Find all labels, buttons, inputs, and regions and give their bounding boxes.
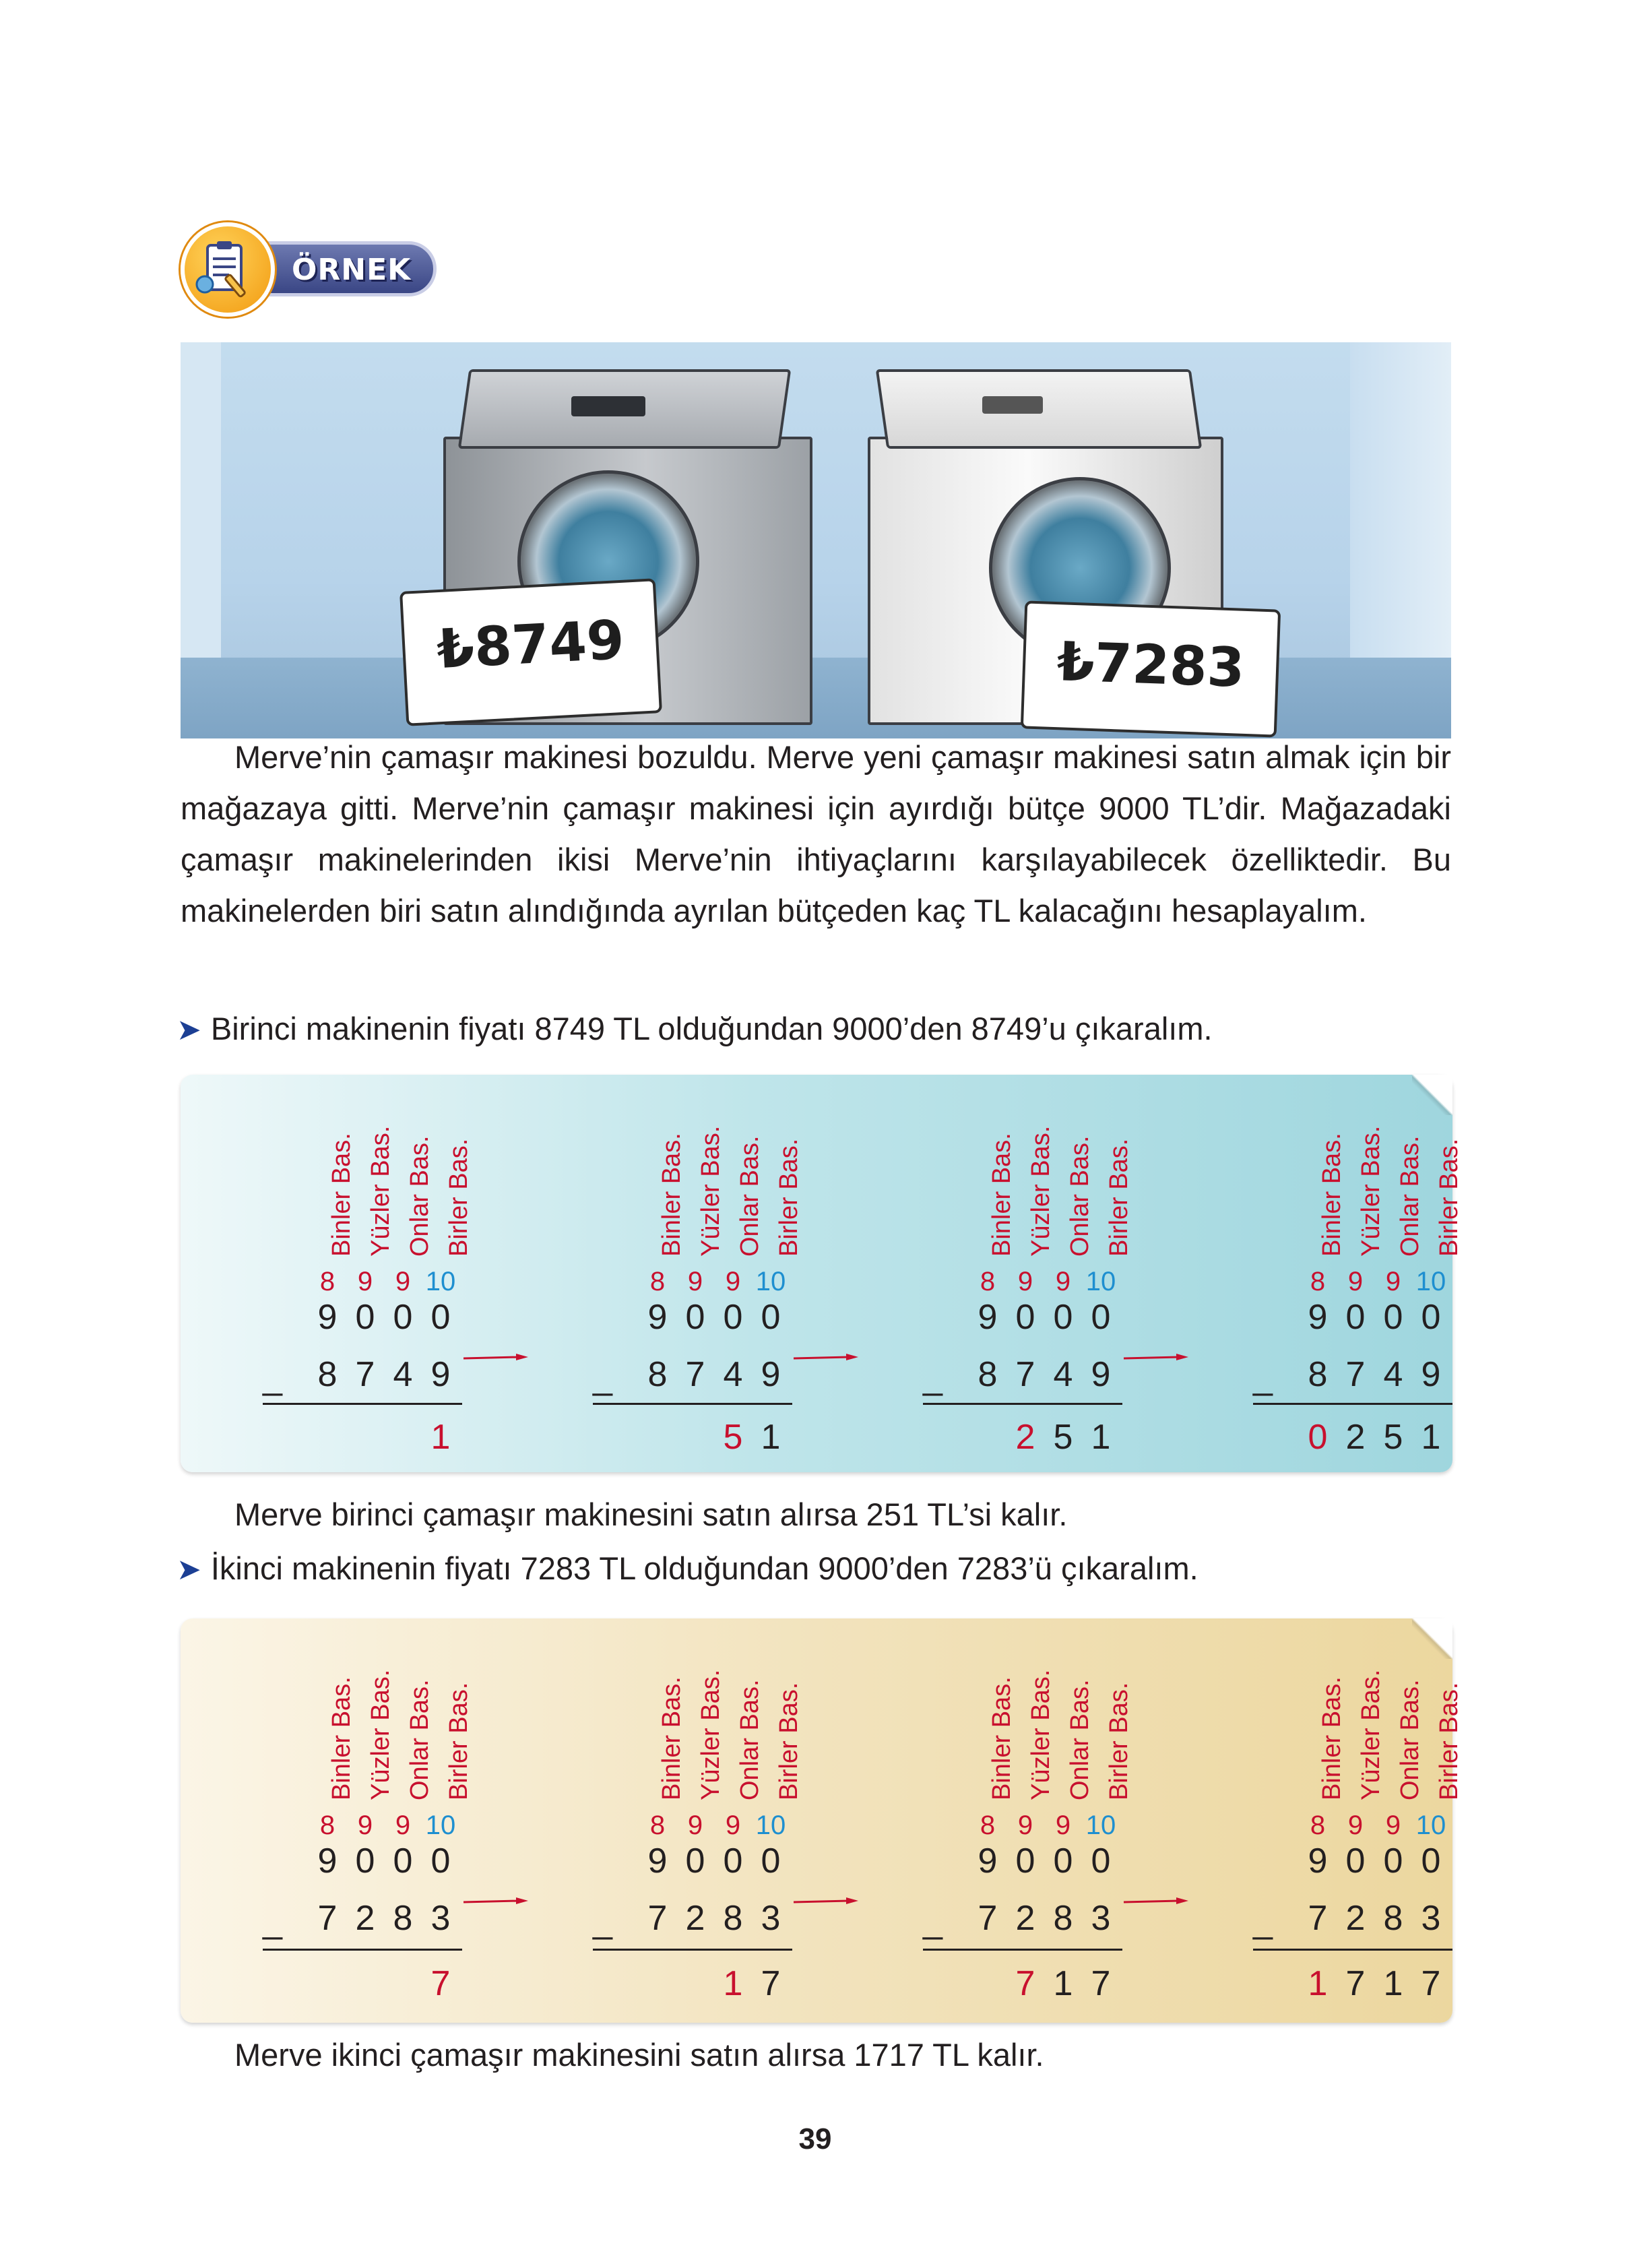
subtrahend-row bbox=[1299, 1354, 1450, 1395]
borrow-row bbox=[1299, 1810, 1450, 1841]
place-value-label: Birler Bas. bbox=[1105, 1682, 1133, 1800]
subtrahend-digit: 4 bbox=[393, 1355, 413, 1394]
subtrahend-digit: 2 bbox=[1345, 1899, 1366, 1938]
borrow-row bbox=[309, 1810, 459, 1841]
borrow-digit: 9 bbox=[1385, 1267, 1401, 1296]
borrow-digit: 8 bbox=[319, 1267, 335, 1296]
result-row bbox=[639, 1417, 790, 1457]
place-value-label: Yüzler Bas. bbox=[366, 1125, 395, 1257]
subtrahend-digit: 3 bbox=[430, 1899, 451, 1938]
sum-line bbox=[923, 1949, 1122, 1951]
result-digit: 5 bbox=[1383, 1418, 1403, 1457]
place-value-label: Onlar Bas. bbox=[406, 1135, 434, 1257]
minuend-digit: 0 bbox=[761, 1841, 781, 1881]
place-value-label: Onlar Bas. bbox=[1396, 1135, 1424, 1257]
example-badge bbox=[181, 222, 450, 323]
minuend-digit: 9 bbox=[978, 1298, 998, 1337]
place-value-label: Birler Bas. bbox=[445, 1138, 473, 1257]
subtraction-step bbox=[881, 1618, 1133, 2023]
subtrahend-digit: 7 bbox=[1308, 1899, 1328, 1938]
minuend-digit: 0 bbox=[393, 1841, 413, 1881]
result-digit: 7 bbox=[1421, 1964, 1441, 2003]
borrow-digit: 10 bbox=[1085, 1267, 1116, 1296]
subtrahend-digit: 4 bbox=[1383, 1355, 1403, 1394]
arrow-bullet-icon: ➤ bbox=[177, 1553, 201, 1586]
minuend-digit: 0 bbox=[355, 1841, 375, 1881]
subtraction-step bbox=[221, 1075, 473, 1472]
right-arrow-icon bbox=[792, 1353, 860, 1362]
minus-sign: _ bbox=[263, 1358, 282, 1397]
minus-sign: _ bbox=[1253, 1358, 1273, 1397]
minuend-row bbox=[309, 1841, 459, 1881]
place-value-label: Birler Bas. bbox=[1435, 1682, 1463, 1800]
borrow-digit: 8 bbox=[649, 1810, 666, 1840]
place-value-label: Onlar Bas. bbox=[736, 1679, 764, 1800]
bullet-1-text: Birinci makinenin fiyatı 8749 TL olduğundan 9000’den 8749’u çıkaralım. bbox=[210, 1011, 1213, 1046]
minuend-digit: 0 bbox=[1345, 1841, 1366, 1881]
result-digit: 1 bbox=[1421, 1418, 1441, 1457]
subtrahend-digit: 9 bbox=[1091, 1355, 1111, 1394]
minuend-digit: 9 bbox=[1308, 1298, 1328, 1337]
subtrahend-digit: 8 bbox=[1383, 1899, 1403, 1938]
result-row bbox=[309, 1417, 459, 1457]
borrow-digit: 9 bbox=[1347, 1267, 1364, 1296]
place-value-label: Binler Bas. bbox=[327, 1676, 356, 1800]
result-digit: 7 bbox=[1091, 1964, 1111, 2003]
subtrahend-digit: 8 bbox=[723, 1899, 743, 1938]
sum-line bbox=[593, 1949, 792, 1951]
place-value-label: Yüzler Bas. bbox=[1357, 1669, 1385, 1800]
result-digit bbox=[676, 1417, 714, 1457]
place-value-label: Yüzler Bas. bbox=[1357, 1125, 1385, 1257]
minus-sign: _ bbox=[923, 1358, 942, 1397]
minuend-digit: 9 bbox=[317, 1298, 338, 1337]
borrow-digit: 9 bbox=[687, 1267, 703, 1296]
result-1: Merve birinci çamaşır makinesini satın alırsa 251 TL’si kalır. bbox=[234, 1497, 1068, 1532]
subtraction-panel-2 bbox=[181, 1618, 1463, 2023]
result-digit: 7 bbox=[761, 1964, 781, 2003]
minuend-digit: 0 bbox=[685, 1841, 705, 1881]
minuend-digit: 0 bbox=[393, 1298, 413, 1337]
sum-line bbox=[593, 1403, 792, 1405]
minuend-digit: 0 bbox=[723, 1841, 743, 1881]
subtrahend-row bbox=[969, 1898, 1120, 1939]
minuend-row bbox=[639, 1841, 790, 1881]
subtrahend-digit: 4 bbox=[1053, 1355, 1073, 1394]
borrow-digit: 8 bbox=[1310, 1810, 1326, 1840]
minuend-digit: 9 bbox=[317, 1841, 338, 1881]
minuend-digit: 0 bbox=[430, 1298, 451, 1337]
place-value-label: Binler Bas. bbox=[988, 1676, 1016, 1800]
borrow-digit: 8 bbox=[319, 1810, 335, 1840]
place-value-label: Birler Bas. bbox=[775, 1682, 803, 1800]
subtraction-step bbox=[1211, 1618, 1463, 2023]
minus-sign: _ bbox=[1253, 1901, 1273, 1941]
result-row bbox=[309, 1963, 459, 2004]
borrow-digit: 8 bbox=[1310, 1267, 1326, 1296]
place-value-label: Binler Bas. bbox=[658, 1133, 686, 1257]
borrow-digit: 9 bbox=[357, 1810, 373, 1840]
borrow-digit: 8 bbox=[649, 1267, 666, 1296]
bullet-2 bbox=[177, 1548, 1457, 1590]
minuend-digit: 9 bbox=[647, 1841, 668, 1881]
subtrahend-digit: 2 bbox=[1015, 1899, 1035, 1938]
result-digit: 7 bbox=[1015, 1964, 1035, 2003]
result-digit bbox=[969, 1417, 1006, 1457]
subtrahend-digit: 7 bbox=[647, 1899, 668, 1938]
subtrahend-digit: 8 bbox=[317, 1355, 338, 1394]
result-digit bbox=[969, 1963, 1006, 2004]
minuend-row bbox=[1299, 1841, 1450, 1881]
minuend-digit: 0 bbox=[1015, 1841, 1035, 1881]
borrow-row bbox=[969, 1810, 1120, 1841]
borrow-digit: 10 bbox=[755, 1267, 786, 1296]
subtrahend-row bbox=[309, 1354, 459, 1395]
washing-machines-illustration bbox=[181, 342, 1451, 738]
result-digit: 1 bbox=[1091, 1418, 1111, 1457]
place-value-label: Birler Bas. bbox=[445, 1682, 473, 1800]
borrow-digit: 9 bbox=[687, 1810, 703, 1840]
minuend-row bbox=[969, 1841, 1120, 1881]
subtraction-step bbox=[551, 1618, 803, 2023]
borrow-digit: 10 bbox=[1085, 1810, 1116, 1840]
place-value-label: Onlar Bas. bbox=[736, 1135, 764, 1257]
sum-line bbox=[923, 1403, 1122, 1405]
subtraction-step bbox=[551, 1075, 803, 1472]
clipboard-icon bbox=[181, 222, 275, 317]
subtrahend-row bbox=[1299, 1898, 1450, 1939]
minuend-row bbox=[309, 1297, 459, 1337]
bullet-2-text: İkinci makinenin fiyatı 7283 TL olduğundan 9000’den 7283’ü çıkaralım. bbox=[210, 1550, 1198, 1586]
borrow-digit: 9 bbox=[1347, 1810, 1364, 1840]
result-digit: 1 bbox=[761, 1418, 781, 1457]
minuend-digit: 0 bbox=[430, 1841, 451, 1881]
place-value-label: Onlar Bas. bbox=[1066, 1135, 1094, 1257]
subtrahend-digit: 8 bbox=[393, 1899, 413, 1938]
subtrahend-digit: 9 bbox=[761, 1355, 781, 1394]
result-row bbox=[1299, 1417, 1450, 1457]
subtrahend-row bbox=[639, 1898, 790, 1939]
subtrahend-row bbox=[639, 1354, 790, 1395]
result-digit: 1 bbox=[723, 1964, 743, 2003]
subtraction-step bbox=[221, 1618, 473, 2023]
minuend-digit: 0 bbox=[1421, 1298, 1441, 1337]
subtrahend-digit: 8 bbox=[1308, 1355, 1328, 1394]
price-tag-machine-1: ₺8749 bbox=[399, 578, 662, 726]
subtrahend-digit: 7 bbox=[1015, 1355, 1035, 1394]
borrow-digit: 8 bbox=[980, 1810, 996, 1840]
result-digit bbox=[384, 1963, 422, 2004]
right-arrow-icon bbox=[462, 1353, 530, 1362]
right-arrow-icon bbox=[1122, 1897, 1190, 1906]
place-value-label: Birler Bas. bbox=[775, 1138, 803, 1257]
result-digit bbox=[309, 1963, 346, 2004]
minuend-digit: 0 bbox=[1053, 1298, 1073, 1337]
place-value-label: Birler Bas. bbox=[1105, 1138, 1133, 1257]
result-digit: 5 bbox=[1053, 1418, 1073, 1457]
place-value-label: Yüzler Bas. bbox=[1027, 1669, 1055, 1800]
place-value-label: Binler Bas. bbox=[327, 1133, 356, 1257]
subtrahend-digit: 7 bbox=[1345, 1355, 1366, 1394]
price-tag-machine-2: ₺7283 bbox=[1021, 600, 1281, 737]
right-arrow-icon bbox=[462, 1897, 530, 1906]
subtrahend-digit: 7 bbox=[685, 1355, 705, 1394]
subtraction-step bbox=[1211, 1075, 1463, 1472]
subtrahend-digit: 7 bbox=[317, 1899, 338, 1938]
subtrahend-digit: 9 bbox=[430, 1355, 451, 1394]
minuend-row bbox=[639, 1297, 790, 1337]
place-value-label: Binler Bas. bbox=[1318, 1133, 1346, 1257]
borrow-digit: 9 bbox=[725, 1810, 741, 1840]
borrow-digit: 9 bbox=[1017, 1810, 1033, 1840]
subtrahend-row bbox=[309, 1898, 459, 1939]
intro-paragraph: Merve’nin çamaşır makinesi bozuldu. Merve yeni çamaşır makinesi satın almak için bir mağazaya gitti. Merve’nin çamaşır makinesi için ayırdığı bütçe 9000 TL’dir. Mağazadaki çamaşır makinelerinden ikisi Merve’nin ihtiyaçlarını karşılayabilecek özelliktedir. Bu makinelerden biri satın alındığında ayrılan bütçeden kaç TL kalacağını hesaplayalım. bbox=[181, 739, 1451, 928]
minuend-digit: 0 bbox=[355, 1298, 375, 1337]
subtrahend-digit: 7 bbox=[355, 1355, 375, 1394]
place-value-label: Yüzler Bas. bbox=[1027, 1125, 1055, 1257]
subtrahend-digit: 4 bbox=[723, 1355, 743, 1394]
minus-sign: _ bbox=[593, 1901, 612, 1941]
borrow-row bbox=[969, 1267, 1120, 1297]
result-digit: 1 bbox=[1383, 1964, 1403, 2003]
subtrahend-digit: 8 bbox=[647, 1355, 668, 1394]
borrow-digit: 9 bbox=[1017, 1267, 1033, 1296]
minus-sign: _ bbox=[593, 1358, 612, 1397]
minuend-digit: 0 bbox=[761, 1298, 781, 1337]
result-digit: 7 bbox=[1345, 1964, 1366, 2003]
right-arrow-icon bbox=[1122, 1353, 1190, 1362]
badge-label: ÖRNEK bbox=[292, 253, 412, 287]
borrow-digit: 8 bbox=[980, 1267, 996, 1296]
result-digit: 2 bbox=[1345, 1418, 1366, 1457]
result-digit: 5 bbox=[723, 1418, 743, 1457]
minuend-digit: 0 bbox=[1345, 1298, 1366, 1337]
place-value-label: Onlar Bas. bbox=[1396, 1679, 1424, 1800]
result-digit: 1 bbox=[1053, 1964, 1073, 2003]
borrow-digit: 10 bbox=[1415, 1810, 1446, 1840]
result-digit bbox=[384, 1417, 422, 1457]
minuend-digit: 0 bbox=[1421, 1841, 1441, 1881]
sum-line bbox=[263, 1403, 462, 1405]
borrow-digit: 9 bbox=[1385, 1810, 1401, 1840]
borrow-digit: 9 bbox=[1055, 1810, 1071, 1840]
result-row bbox=[969, 1963, 1120, 2004]
subtrahend-digit: 3 bbox=[761, 1899, 781, 1938]
minuend-digit: 9 bbox=[978, 1841, 998, 1881]
minuend-digit: 9 bbox=[647, 1298, 668, 1337]
minus-sign: _ bbox=[263, 1901, 282, 1941]
minuend-digit: 0 bbox=[1015, 1298, 1035, 1337]
subtrahend-digit: 2 bbox=[685, 1899, 705, 1938]
sum-line bbox=[263, 1949, 462, 1951]
subtrahend-digit: 8 bbox=[978, 1355, 998, 1394]
sum-line bbox=[1253, 1403, 1452, 1405]
subtrahend-digit: 7 bbox=[978, 1899, 998, 1938]
borrow-row bbox=[309, 1267, 459, 1297]
borrow-digit: 10 bbox=[425, 1810, 456, 1840]
borrow-row bbox=[1299, 1267, 1450, 1297]
borrow-digit: 9 bbox=[357, 1267, 373, 1296]
borrow-row bbox=[639, 1267, 790, 1297]
borrow-digit: 9 bbox=[395, 1267, 411, 1296]
result-digit bbox=[676, 1963, 714, 2004]
place-value-label: Onlar Bas. bbox=[406, 1679, 434, 1800]
result-digit bbox=[309, 1417, 346, 1457]
result-digit: 1 bbox=[1308, 1964, 1328, 2003]
result-row bbox=[969, 1417, 1120, 1457]
minuend-digit: 0 bbox=[1091, 1298, 1111, 1337]
result-digit: 1 bbox=[430, 1418, 451, 1457]
subtrahend-row bbox=[969, 1354, 1120, 1395]
sum-line bbox=[1253, 1949, 1452, 1951]
place-value-label: Yüzler Bas. bbox=[697, 1125, 725, 1257]
minuend-digit: 0 bbox=[1383, 1298, 1403, 1337]
right-arrow-icon bbox=[792, 1897, 860, 1906]
place-value-label: Onlar Bas. bbox=[1066, 1679, 1094, 1800]
place-value-label: Yüzler Bas. bbox=[366, 1669, 395, 1800]
subtrahend-digit: 9 bbox=[1421, 1355, 1441, 1394]
result-digit bbox=[346, 1963, 384, 2004]
minuend-digit: 0 bbox=[685, 1298, 705, 1337]
subtraction-step bbox=[881, 1075, 1133, 1472]
borrow-digit: 9 bbox=[725, 1267, 741, 1296]
borrow-digit: 10 bbox=[755, 1810, 786, 1840]
result-row bbox=[639, 1963, 790, 2004]
place-value-label: Binler Bas. bbox=[658, 1676, 686, 1800]
result-digit: 7 bbox=[430, 1964, 451, 2003]
bullet-1 bbox=[177, 1009, 1457, 1050]
borrow-row bbox=[639, 1810, 790, 1841]
borrow-digit: 9 bbox=[395, 1810, 411, 1840]
borrow-digit: 10 bbox=[1415, 1267, 1446, 1296]
subtrahend-digit: 3 bbox=[1421, 1899, 1441, 1938]
borrow-digit: 10 bbox=[425, 1267, 456, 1296]
place-value-label: Yüzler Bas. bbox=[697, 1669, 725, 1800]
minuend-digit: 0 bbox=[1053, 1841, 1073, 1881]
result-digit bbox=[346, 1417, 384, 1457]
subtrahend-digit: 3 bbox=[1091, 1899, 1111, 1938]
subtraction-panel-1 bbox=[181, 1075, 1463, 1472]
place-value-label: Binler Bas. bbox=[988, 1133, 1016, 1257]
minuend-digit: 0 bbox=[723, 1298, 743, 1337]
result-digit bbox=[639, 1963, 676, 2004]
result-digit: 2 bbox=[1015, 1418, 1035, 1457]
minuend-row bbox=[969, 1297, 1120, 1337]
result-digit: 0 bbox=[1308, 1418, 1328, 1457]
subtrahend-digit: 2 bbox=[355, 1899, 375, 1938]
minus-sign: _ bbox=[923, 1901, 942, 1941]
minuend-digit: 9 bbox=[1308, 1841, 1328, 1881]
minuend-digit: 0 bbox=[1383, 1841, 1403, 1881]
place-value-label: Binler Bas. bbox=[1318, 1676, 1346, 1800]
page-number: 39 bbox=[798, 2122, 832, 2155]
arrow-bullet-icon: ➤ bbox=[177, 1013, 201, 1046]
borrow-digit: 9 bbox=[1055, 1267, 1071, 1296]
minuend-digit: 0 bbox=[1091, 1841, 1111, 1881]
result-row bbox=[1299, 1963, 1450, 2004]
minuend-row bbox=[1299, 1297, 1450, 1337]
result-2: Merve ikinci çamaşır makinesini satın alırsa 1717 TL kalır. bbox=[234, 2037, 1044, 2073]
place-value-label: Birler Bas. bbox=[1435, 1138, 1463, 1257]
result-digit bbox=[639, 1417, 676, 1457]
subtrahend-digit: 8 bbox=[1053, 1899, 1073, 1938]
